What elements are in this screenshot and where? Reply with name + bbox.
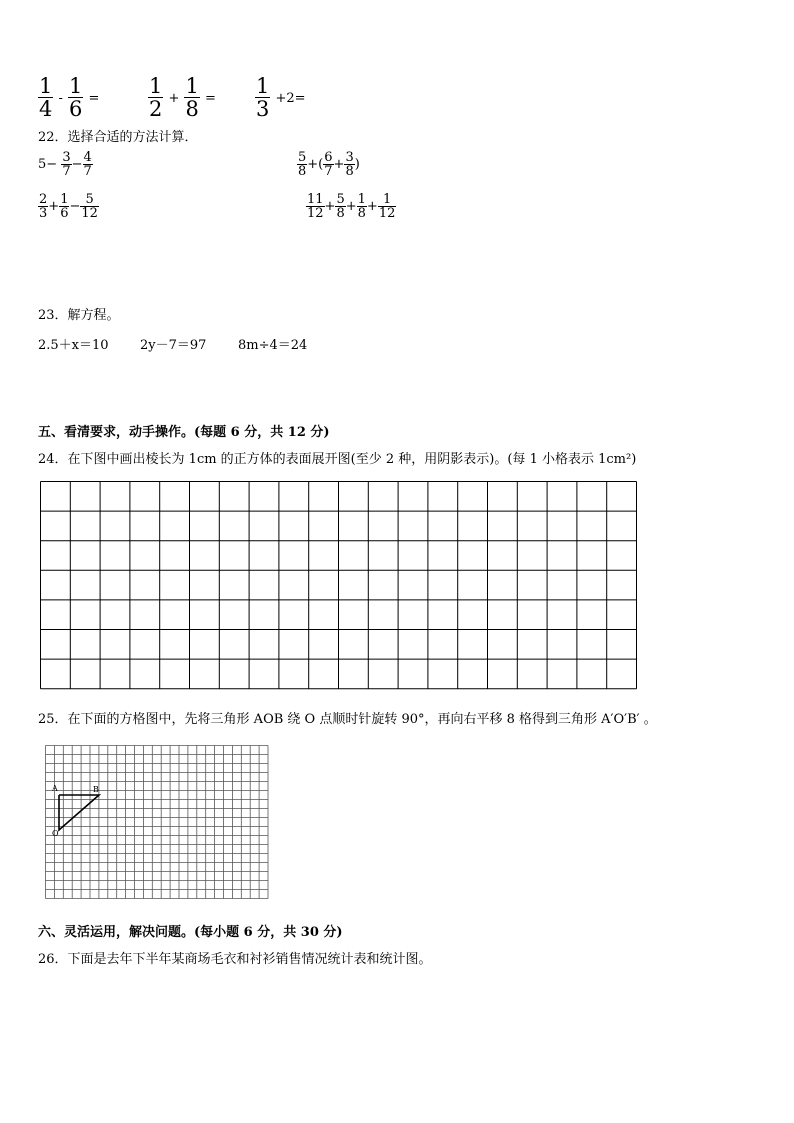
fraction: $\frac{1}{3}$ [256,74,270,121]
fraction: $\frac{11}{12}$ [307,192,324,221]
q22-expr-c: $\frac{2}{3}$ + $\frac{1}{6}$ − $\frac{5}{12}$ [39,192,98,221]
triangle-aob [59,795,99,830]
fraction: $\frac{4}{7}$ [83,150,92,179]
q22-title: 22．选择合适的方法计算． [38,130,198,145]
q24-text: 24．在下图中画出棱长为 1cm 的正方体的表面展开图(至少 2 种，用阴影表示)。(每 1 小格表示 1cm²) [38,452,637,467]
label-a: A [52,784,58,793]
fraction: $\frac{5}{8}$ [336,192,345,221]
q21-expr-1: $\frac{1}{4}$ - $\frac{1}{6}$ = [39,74,100,121]
fraction: $\frac{1}{2}$ [149,74,163,121]
fraction: $\frac{5}{12}$ [81,192,98,221]
q26-text: 26．下面是去年下半年某商场毛衣和衬衫销售情况统计表和统计图。 [38,952,432,967]
fraction: $\frac{1}{12}$ [378,192,396,221]
fraction: $\frac{1}{8}$ [357,192,366,221]
q25-text: 25．在下面的方格图中，先将三角形 AOB 绕 O 点顺时针旋转 90°，再向右平移 8 格得到三角形 A′O′B′ 。 [38,712,657,727]
fraction: $\frac{2}{3}$ [39,192,48,221]
q24-grid[interactable] [40,481,640,691]
q21-expr-2: $\frac{1}{2}$ + $\frac{1}{8}$ = [149,74,216,121]
section-5-heading: 五、看清要求，动手操作。(每题 6 分，共 12 分) [38,425,330,440]
fraction: $\frac{3}{8}$ [345,150,354,179]
label-b: B [93,785,99,794]
fraction: $\frac{1}{8}$ [185,74,199,121]
q21-expr-3: $\frac{1}{3}$ +2= [256,74,306,121]
q23-title: 23．解方程。 [38,308,120,323]
fraction: $\frac{5}{8}$ [298,150,307,179]
q22-expr-a: 5− $\frac{3}{7}$ − $\frac{4}{7}$ [38,150,92,179]
fraction: $\frac{3}{7}$ [62,150,71,179]
q25-grid[interactable] [45,745,271,902]
q23-equation-2: 2y－7＝97 [140,338,207,353]
fraction: $\frac{1}{4}$ [39,74,53,121]
fraction: $\frac{6}{7}$ [324,150,333,179]
fraction: $\frac{1}{6}$ [60,192,69,221]
fraction: $\frac{1}{6}$ [68,74,83,121]
q23-equation-3: 8m÷4＝24 [238,338,308,353]
q23-equation-1: 2.5＋x＝10 [38,338,109,353]
section-6-heading: 六、灵活运用，解决问题。(每小题 6 分，共 30 分) [38,925,343,940]
label-o: O [52,829,59,838]
q22-expr-d: $\frac{11}{12}$ + $\frac{5}{8}$ + $\frac{1}{8}$ + $\frac{1}{12}$ [307,192,396,221]
q22-expr-b: $\frac{5}{8}$ +( $\frac{6}{7}$ + $\frac{3}{8}$ ) [298,150,360,179]
